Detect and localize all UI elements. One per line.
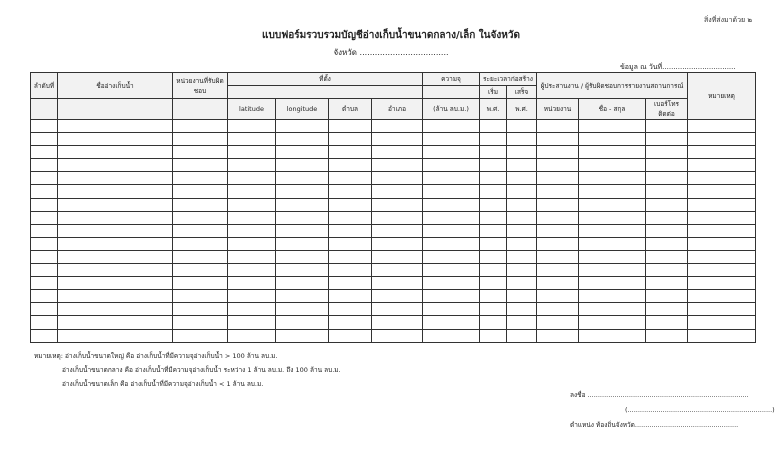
table-row [31,290,756,303]
table-cell [58,133,173,146]
table-cell [276,133,329,146]
table-cell [329,198,372,211]
table-cell [507,159,537,172]
table-cell [688,290,756,303]
table-cell [688,237,756,250]
table-cell [173,211,228,224]
table-cell [646,250,688,263]
table-cell [372,277,423,290]
province-line: จังหวัด ................................... [333,48,449,57]
table-cell [688,277,756,290]
table-cell [537,120,579,133]
table-cell [173,316,228,329]
table-cell [329,185,372,198]
table-cell [579,250,646,263]
table-cell [276,264,329,277]
table-cell [480,303,507,316]
table-cell [423,290,480,303]
note-line-large: หมายเหตุ: อ่างเก็บน้ำขนาดใหญ่ คือ อ่างเก็บน้ำที่มีความจุอ่างเก็บน้ำ > 100 ล้าน ลบ.ม. [34,352,278,360]
col-build-period-header: ระยะเวลาก่อสร้าง [480,73,537,86]
table-cell [173,133,228,146]
table-cell [646,277,688,290]
table-cell [58,277,173,290]
attachment-label: สิ่งที่ส่งมาด้วย ๒ [704,16,752,24]
table-cell [646,316,688,329]
table-cell [276,159,329,172]
table-cell [372,250,423,263]
table-cell [507,198,537,211]
col-tambon-header: ตำบล [329,99,372,120]
table-cell [173,224,228,237]
table-cell [480,120,507,133]
col-start-header: เริ่ม [480,86,507,99]
notes-block [34,349,341,391]
table-cell [646,198,688,211]
table-cell [423,316,480,329]
table-cell [688,329,756,342]
table-cell [276,290,329,303]
signature-line: ลงชื่อ .............................................................................. [570,391,749,399]
table-cell [228,316,276,329]
table-cell [31,172,58,185]
table-cell [537,211,579,224]
table-cell [228,120,276,133]
signature-name-line: (......................................................................) [625,406,775,414]
table-cell [173,303,228,316]
note-line-medium: อ่างเก็บน้ำขนาดกลาง คือ อ่างเก็บน้ำที่มีความจุอ่างเก็บน้ำ ระหว่าง 1 ล้าน ลบ.ม. ถึง 100 ล้าน ลบ.ม. [62,366,341,374]
table-cell [31,290,58,303]
table-cell [58,120,173,133]
table-cell [276,316,329,329]
table-cell [507,211,537,224]
table-cell [276,303,329,316]
table-cell [276,146,329,159]
table-cell [646,172,688,185]
table-cell [58,290,173,303]
table-row [31,316,756,329]
table-cell [372,303,423,316]
table-row [31,224,756,237]
table-cell [372,172,423,185]
table-cell [688,264,756,277]
table-row [31,120,756,133]
table-cell [423,250,480,263]
table-row [31,264,756,277]
col-no-header: ลำดับที่ [31,73,58,99]
table-cell [507,264,537,277]
table-cell [329,290,372,303]
table-cell [228,211,276,224]
table-cell [329,329,372,342]
table-cell [276,120,329,133]
table-cell [537,277,579,290]
table-cell [579,172,646,185]
table-cell [537,198,579,211]
table-cell [276,224,329,237]
col-coord-name-header: ชื่อ - สกุล [579,99,646,120]
table-cell [228,224,276,237]
table-cell [579,211,646,224]
table-cell [688,316,756,329]
table-cell [58,250,173,263]
table-row [31,237,756,250]
table-row [31,146,756,159]
table-cell [423,146,480,159]
table-cell [507,224,537,237]
table-cell [228,198,276,211]
table-cell [329,237,372,250]
table-cell [646,264,688,277]
col-coord-agency-header: หน่วยงาน [537,99,579,120]
table-cell [276,329,329,342]
table-cell [423,185,480,198]
table-cell [372,237,423,250]
table-cell [480,329,507,342]
table-cell [537,172,579,185]
table-cell [423,303,480,316]
table-cell [173,290,228,303]
table-cell [423,172,480,185]
table-cell [480,250,507,263]
table-cell [372,224,423,237]
table-cell [31,303,58,316]
table-row [31,211,756,224]
table-cell [31,133,58,146]
table-cell [228,237,276,250]
col-finish-year-header: พ.ศ. [507,99,537,120]
table-row [31,277,756,290]
table-cell [480,211,507,224]
table-cell [372,264,423,277]
table-cell [537,290,579,303]
table-cell [31,159,58,172]
table-cell [173,172,228,185]
table-cell [537,303,579,316]
table-cell [579,224,646,237]
table-cell [480,264,507,277]
table-cell [329,133,372,146]
table-cell [579,120,646,133]
table-cell [228,146,276,159]
table-cell [329,250,372,263]
table-cell [480,146,507,159]
table-cell [646,224,688,237]
table-cell [579,290,646,303]
table-cell [228,329,276,342]
table-cell [58,224,173,237]
table-row [31,133,756,146]
table-cell [58,146,173,159]
table-cell [58,237,173,250]
table-cell [507,133,537,146]
table-cell [507,303,537,316]
table-cell [507,329,537,342]
table-cell [372,159,423,172]
table-cell [58,198,173,211]
table-cell [372,198,423,211]
table-cell [329,316,372,329]
table-cell [58,159,173,172]
table-cell [579,146,646,159]
table-cell [31,185,58,198]
table-cell [688,133,756,146]
table-cell [58,316,173,329]
table-cell [423,133,480,146]
table-cell [646,290,688,303]
table-cell [480,290,507,303]
table-cell [173,146,228,159]
table-cell [579,329,646,342]
table-cell [480,224,507,237]
table-cell [537,159,579,172]
table-cell [579,159,646,172]
table-cell [646,146,688,159]
signature-position-line: ตำแหน่ง ท้องถิ่นจังหวัด.................................................. [570,421,739,429]
table-cell [372,329,423,342]
table-cell [372,290,423,303]
table-cell [423,264,480,277]
table-cell [537,237,579,250]
table-cell [688,172,756,185]
table-cell [507,290,537,303]
table-row [31,159,756,172]
table-cell [276,198,329,211]
table-cell [507,250,537,263]
table-cell [480,198,507,211]
table-cell [173,277,228,290]
table-cell [480,185,507,198]
table-cell [276,277,329,290]
table-cell [228,264,276,277]
table-cell [173,237,228,250]
table-cell [228,277,276,290]
table-cell [579,237,646,250]
table-cell [423,277,480,290]
table-cell [646,120,688,133]
table-row [31,329,756,342]
table-cell [31,329,58,342]
table-cell [329,303,372,316]
table-cell [228,250,276,263]
table-cell [329,172,372,185]
table-cell [31,237,58,250]
table-cell [507,237,537,250]
table-cell [276,237,329,250]
table-cell [480,159,507,172]
table-cell [507,316,537,329]
col-capacity-header: ความจุ [423,73,480,86]
table-cell [31,146,58,159]
table-cell [31,120,58,133]
table-row [31,198,756,211]
table-cell [507,120,537,133]
table-cell [31,224,58,237]
table-cell [646,133,688,146]
table-row [31,303,756,316]
table-cell [579,198,646,211]
table-cell [688,211,756,224]
table-cell [58,264,173,277]
table-cell [688,303,756,316]
table-cell [372,146,423,159]
table-cell [31,277,58,290]
table-cell [507,277,537,290]
table-cell [276,185,329,198]
table-cell [688,146,756,159]
table-cell [537,146,579,159]
table-cell [58,211,173,224]
table-cell [480,133,507,146]
table-cell [31,250,58,263]
table-cell [537,329,579,342]
as-of-date-line: ข้อมูล ณ วันที่................................. [620,63,736,71]
table-cell [688,250,756,263]
table-cell [173,250,228,263]
table-cell [688,120,756,133]
table-cell [173,264,228,277]
col-start-year-header: พ.ศ. [480,99,507,120]
table-cell [646,211,688,224]
table-cell [228,172,276,185]
table-cell [423,224,480,237]
table-cell [480,277,507,290]
table-cell [31,198,58,211]
col-remarks-header: หมายเหตุ [688,73,756,120]
table-cell [58,329,173,342]
col-latitude-header: latitude [228,99,276,120]
table-cell [58,185,173,198]
col-longitude-header: longitude [276,99,329,120]
table-cell [423,159,480,172]
table-row [31,250,756,263]
signature-block [570,388,775,433]
col-agency-header: หน่วยงานที่รับผิดชอบ [173,73,228,99]
table-cell [646,329,688,342]
table-cell [688,224,756,237]
table-cell [423,198,480,211]
table-cell [173,159,228,172]
table-body [31,120,756,343]
table-cell [372,133,423,146]
table-cell [688,198,756,211]
col-name-header: ชื่ออ่างเก็บน้ำ [58,73,173,99]
table-cell [372,316,423,329]
table-cell [228,185,276,198]
table-cell [276,211,329,224]
col-coord-phone-header: เบอร์โทรติดต่อ [646,99,688,120]
table-cell [58,303,173,316]
table-cell [688,185,756,198]
table-cell [228,133,276,146]
table-cell [173,120,228,133]
table-cell [646,303,688,316]
table-cell [537,250,579,263]
col-coordinator-header: ผู้ประสานงาน / ผู้รับผิดชอบการรายงานสถานการณ์ [537,73,688,99]
table-cell [329,146,372,159]
table-cell [507,172,537,185]
table-cell [579,185,646,198]
table-cell [537,316,579,329]
table-cell [228,290,276,303]
table-cell [423,120,480,133]
table-cell [646,185,688,198]
table-cell [173,329,228,342]
table-row [31,185,756,198]
table-cell [31,211,58,224]
table-cell [579,316,646,329]
table-cell [329,159,372,172]
table-cell [423,237,480,250]
table-cell [372,211,423,224]
form-title: แบบฟอร์มรวบรวมบัญชีอ่างเก็บน้ำขนาดกลาง/เล็ก ในจังหวัด [262,30,520,41]
table-cell [480,237,507,250]
table-cell [228,303,276,316]
table-cell [579,277,646,290]
table-cell [329,277,372,290]
table-cell [579,303,646,316]
table-cell [688,159,756,172]
col-location-header: ที่ตั้ง [228,73,423,86]
table-cell [173,198,228,211]
col-amphoe-header: อำเภอ [372,99,423,120]
table-cell [372,120,423,133]
table-cell [507,146,537,159]
table-cell [507,185,537,198]
table-cell [537,224,579,237]
table-cell [537,133,579,146]
table-cell [329,120,372,133]
table-cell [537,264,579,277]
table-cell [329,264,372,277]
table-cell [579,133,646,146]
table-row [31,172,756,185]
table-cell [329,224,372,237]
table-cell [480,316,507,329]
reservoir-table [30,72,756,343]
table-cell [31,264,58,277]
table-cell [329,211,372,224]
table-cell [537,185,579,198]
table-cell [58,172,173,185]
table-cell [646,237,688,250]
table-cell [480,172,507,185]
table-cell [173,185,228,198]
table-cell [276,250,329,263]
table-cell [228,159,276,172]
table-cell [646,159,688,172]
col-finish-header: เสร็จ [507,86,537,99]
note-line-small: อ่างเก็บน้ำขนาดเล็ก คือ อ่างเก็บน้ำที่มีความจุอ่างเก็บน้ำ < 1 ล้าน ลบ.ม. [62,380,264,388]
table-cell [579,264,646,277]
table-cell [423,211,480,224]
table-cell [372,185,423,198]
col-capacity-unit-header: (ล้าน ลบ.ม.) [423,99,480,120]
table-cell [31,316,58,329]
table-cell [276,172,329,185]
table-cell [423,329,480,342]
